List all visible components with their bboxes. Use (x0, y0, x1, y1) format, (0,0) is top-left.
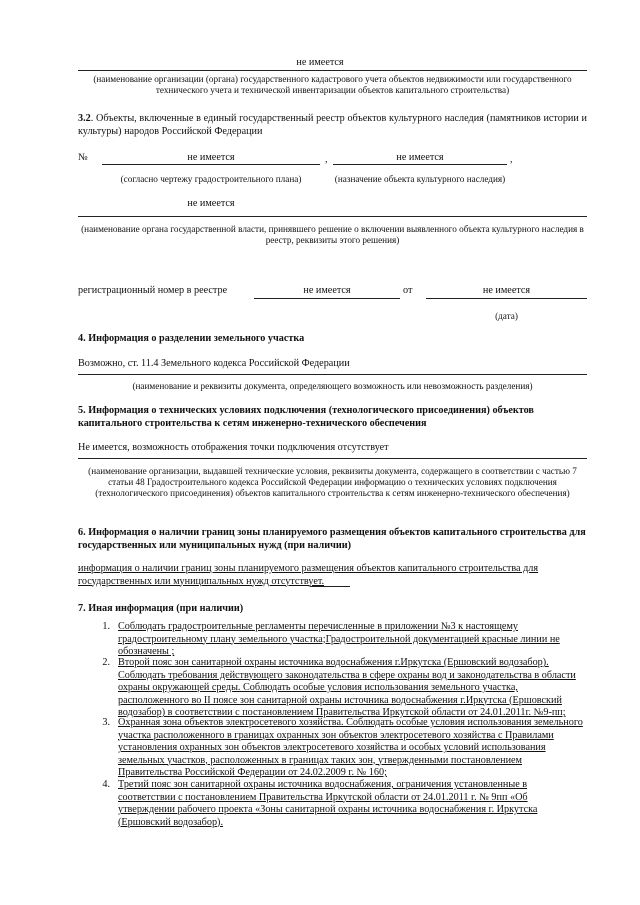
list-item-text: Третий пояс зон санитарной охраны источника водоснабжения, ограничения установленные в соответствии с постановлением Правительства Иркутской области от 24.01.2011 г. № 9пп «Об утверждении рабочего проекта «Зоны санитарной охраны источника водоснабжения г. Иркутска (Ершовский водозабор). (118, 779, 538, 828)
list-item-number: 4. (102, 779, 110, 790)
purpose-underline (333, 164, 507, 165)
section-4-caption: (наименование и реквизиты документа, определяющего возможность или невозможность разделения) (132, 381, 533, 391)
list-item-number: 1. (102, 621, 110, 632)
section-4-title: 4. Информация о разделении земельного участка (78, 333, 305, 344)
section-6-title: 6. Информация о наличии границ зоны планируемого размещения объектов капитального строительства для государственных или муниципальных нужд (при наличии) (78, 527, 586, 551)
registry-underline (254, 298, 400, 299)
authority-underline (78, 216, 587, 217)
section-7-title: 7. Иная информация (при наличии) (78, 603, 244, 614)
list-item-text: Соблюдать градостроительные регламенты перечисленные в приложении №3 к настоящему градостроительному плану земельного участка;Градостроительной документацией красные линии не обозначены ; (118, 621, 560, 657)
number-label: № (78, 152, 88, 163)
purpose-caption: (назначение объекта культурного наследия) (334, 174, 506, 184)
date-caption: (дата) (495, 311, 518, 321)
section-4-underline (78, 374, 587, 375)
purpose-value: не имеется (396, 152, 444, 163)
registry-value: не имеется (303, 285, 351, 296)
authority-value: не имеется (187, 198, 235, 209)
comma-2: , (510, 154, 513, 165)
from-label: от (403, 285, 413, 296)
section-3-2-title: 3.2. Объекты, включенные в единый государственный реестр объектов культурного наследия (памятников истории и культуры) народов Российской Федерации (78, 113, 587, 137)
list-item-number: 3. (102, 717, 110, 728)
drawing-number-value: не имеется (187, 152, 235, 163)
section-5-underline (78, 458, 587, 459)
section-6-trailing-line (310, 586, 350, 587)
date-value: не имеется (482, 285, 531, 296)
organization-caption: (наименование организации (органа) государственного кадастрового учета объектов недвижимости или государственного технического учета и технической инвентаризации объектов капитального строительства) (93, 74, 572, 95)
section-5-title: 5. Информация о технических условиях подключения (технологического присоединения) объектов капитального строительства к сетям инженерно-технического обеспечения (78, 405, 534, 429)
list-item-number: 2. (102, 657, 110, 668)
list-item-text: Второй пояс зон санитарной охраны источника водоснабжения г.Иркутска (Ершовский водозабор). Соблюдать требования действующего законодательства в сфере охраны вод и законодательства в области охраны окружающей среды. Соблюдать особые условия использования земельного участка, расположенного во II поясе зон санитарной охраны источника водоснабжения г.Иркутска (Ершовский водозабор) в соответствии с постановлением Правительства Иркутской области от 24.01.2011г. №9-пп; (118, 657, 576, 718)
comma-1: , (325, 154, 328, 165)
section-5-text: Не имеется, возможность отображения точки подключения отсутствует (78, 442, 389, 453)
drawing-caption: (согласно чертежу градостроительного плана) (120, 174, 302, 184)
date-underline (426, 298, 587, 299)
registry-label: регистрационный номер в реестре (78, 285, 228, 296)
organization-value: не имеется (296, 57, 344, 68)
list-item-text: Охранная зона объектов электросетевого хозяйства. Соблюдать особые условия использования земельного участка расположенного в границах охранных зон объектов электросетевого хозяйства с Правилами установления охранных зон объектов электросетевого хозяйства и особых условий использования земельных участков, расположенных в границах таких зон, утвержденными постановлением Правительства Российской Федерации от 24.02.2009 г. № 160; (118, 717, 583, 778)
drawing-number-underline (102, 164, 320, 165)
section-4-text: Возможно, ст. 11.4 Земельного кодекса Российской Федерации (78, 358, 350, 369)
section-6-text: информация о наличии границ зоны планируемого размещения объектов капитального строительства для государственных или муниципальных нужд отсутствует. (78, 563, 539, 587)
section-5-caption: (наименование организации, выдавшей технические условия, реквизиты документа, содержащего в соответствии с частью 7 статьи 48 Градостроительного кодекса Российской Федерации информацию о технических условиях подключения (технологического присоединения) объектов капитального строительства к сетям инженерно-технического обеспечения) (88, 466, 577, 498)
authority-caption: (наименование органа государственной власти, принявшего решение о включении выявленного объекта культурного наследия в реестр, реквизиты этого решения) (81, 224, 584, 245)
organization-underline (78, 70, 587, 71)
